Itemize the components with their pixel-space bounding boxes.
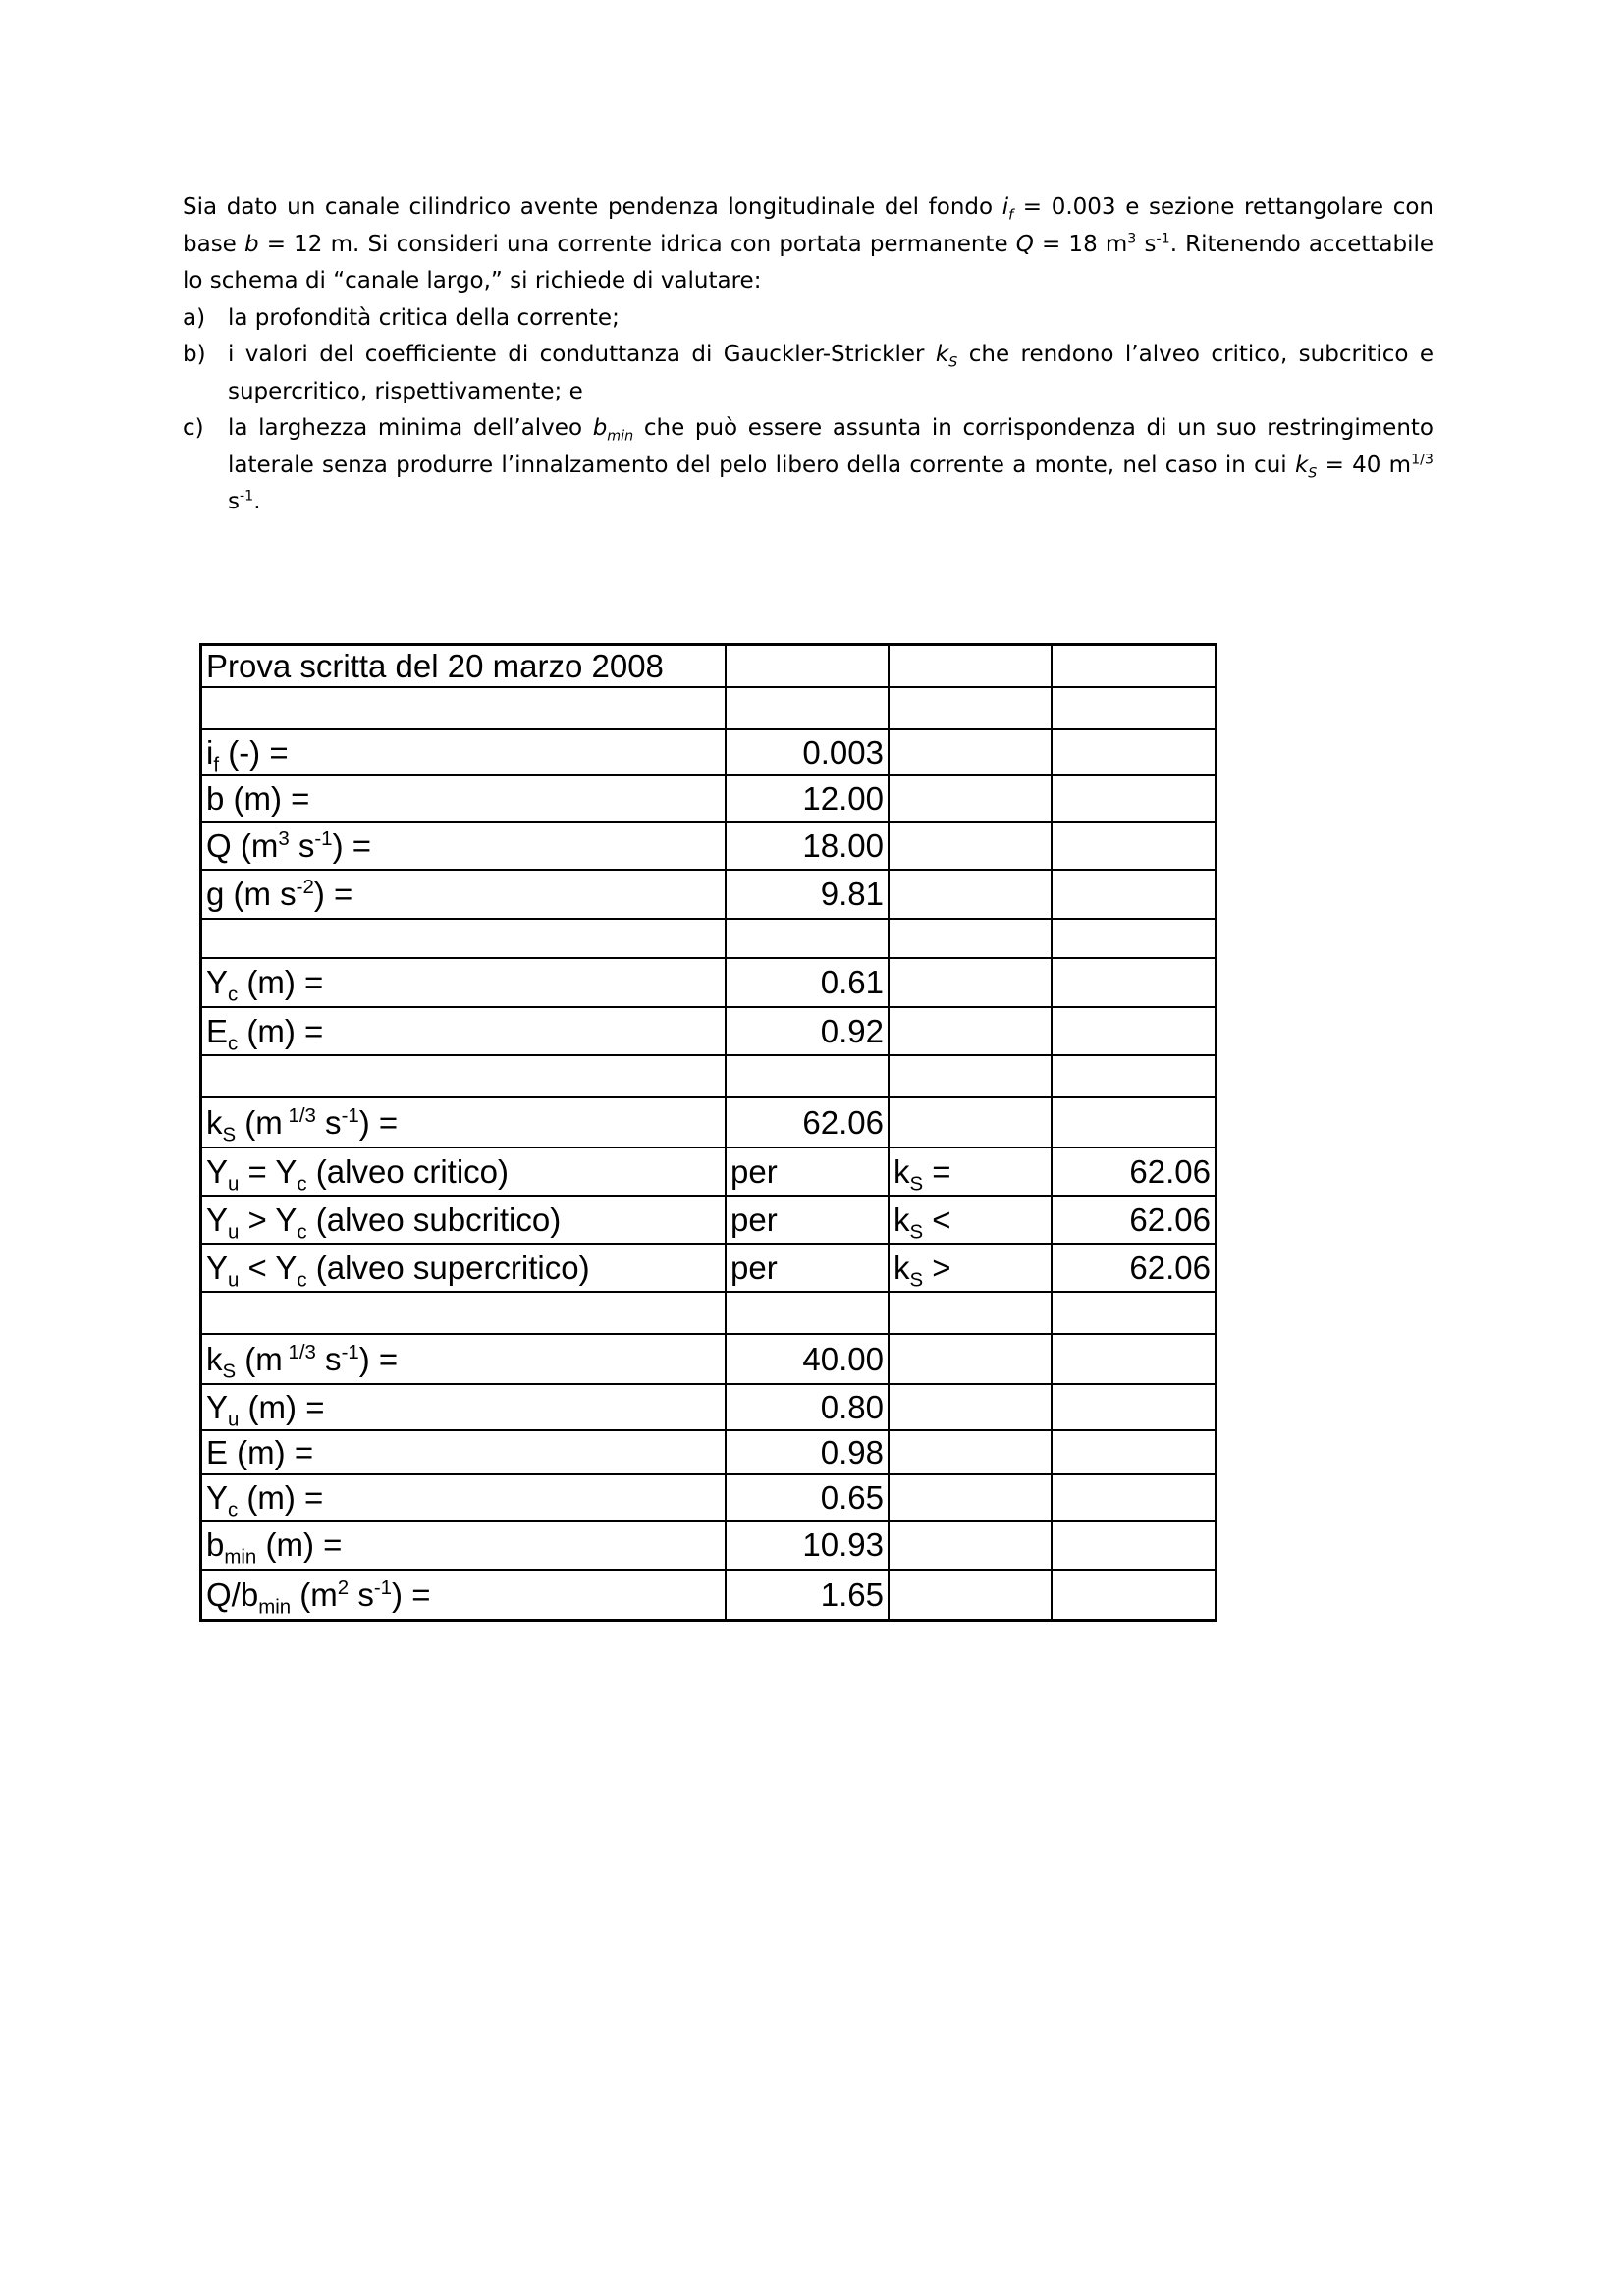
ks2-label: $k_S$ (m $^{1/3}$ $s^{-1}$) = bbox=[201, 1334, 727, 1384]
table-row bbox=[201, 1521, 1217, 1570]
table-row bbox=[201, 822, 1217, 870]
Yc2-value: 0.65 bbox=[726, 1474, 889, 1521]
case-ks: $k_S$ = bbox=[889, 1148, 1052, 1196]
bmin-value: 10.93 bbox=[726, 1521, 889, 1570]
results-table bbox=[199, 643, 1217, 1622]
table-row bbox=[201, 1292, 1217, 1334]
table-row bbox=[201, 1334, 1217, 1384]
table-row bbox=[201, 1570, 1217, 1621]
table-row bbox=[201, 645, 1217, 687]
table-row bbox=[201, 775, 1217, 822]
problem-statement bbox=[183, 189, 1434, 521]
Q-label: Q ($m^3$ $s^{-1}$) = bbox=[201, 822, 727, 870]
if-value: 0.003 bbox=[726, 729, 889, 775]
case-per: per bbox=[726, 1244, 889, 1292]
case-ks-value: 62.06 bbox=[1052, 1148, 1217, 1196]
table-row bbox=[201, 1196, 1217, 1244]
q-bmin-label: $Q/b_{min}$ ($m^2$ $s^{-1}$) = bbox=[201, 1570, 727, 1621]
table-row bbox=[201, 687, 1217, 729]
question-b: b) i valori del coefficiente di conduttanza di Gauckler-Strickler $k_S$ che rendono l’alveo critico, subcritico e supercritico, rispettivamente; e bbox=[183, 342, 1434, 404]
table-row bbox=[201, 1244, 1217, 1292]
bmin-label: $b_{min}$ (m) = bbox=[201, 1521, 727, 1570]
ks-value: 62.06 bbox=[726, 1097, 889, 1148]
table-row bbox=[201, 1097, 1217, 1148]
case-ks-value: 62.06 bbox=[1052, 1196, 1217, 1244]
table-row bbox=[201, 1430, 1217, 1474]
case-critical-label: $Y_u = Y_c$ (alveo critico) bbox=[201, 1148, 727, 1196]
table-row bbox=[201, 958, 1217, 1007]
problem-intro: Sia dato un canale cilindrico avente pendenza longitudinale del fondo $i_f = 0.003$ e sezione rettangolare con base b = 12 m. Si consideri una corrente idrica con portata permanente Q = 18 $m^3$ $s^{-1}$. Ritenendo accettabile lo schema di “canale largo,” si richiede di valutare: bbox=[183, 194, 1434, 294]
g-value: 9.81 bbox=[726, 870, 889, 919]
E-label: E (m) = bbox=[201, 1430, 727, 1474]
case-ks: $k_S$ > bbox=[889, 1244, 1052, 1292]
sheet-title: Prova scritta del 20 marzo 2008 bbox=[201, 645, 727, 687]
case-supercritical-label: $Y_u < Y_c$ (alveo supercritico) bbox=[201, 1244, 727, 1292]
q-bmin-value: 1.65 bbox=[726, 1570, 889, 1621]
question-c: c) la larghezza minima dell’alveo $b_{min}$ che può essere assunta in corrispondenza di un suo restringimento laterale senza produrre l’innalzamento del pelo libero della corrente a monte, nel caso in cui $k_S = 40$ $m^{1/3}$ $s^{-1}$. bbox=[183, 415, 1434, 514]
table-row bbox=[201, 919, 1217, 958]
table-row bbox=[201, 870, 1217, 919]
ks2-value: 40.00 bbox=[726, 1334, 889, 1384]
case-per: per bbox=[726, 1196, 889, 1244]
Yc-value: 0.61 bbox=[726, 958, 889, 1007]
Ec-value: 0.92 bbox=[726, 1007, 889, 1055]
if-label: $i_f$ (-) = bbox=[201, 729, 727, 775]
ks-label: $k_S$ (m $^{1/3}$ $s^{-1}$) = bbox=[201, 1097, 727, 1148]
case-per: per bbox=[726, 1148, 889, 1196]
b-label: b (m) = bbox=[201, 775, 727, 822]
table-row bbox=[201, 1384, 1217, 1430]
Yc2-label: $Y_c$ (m) = bbox=[201, 1474, 727, 1521]
b-value: 12.00 bbox=[726, 775, 889, 822]
Yc-label: $Y_c$ (m) = bbox=[201, 958, 727, 1007]
g-label: g (m $s^{-2}$) = bbox=[201, 870, 727, 919]
Ec-label: $E_c$ (m) = bbox=[201, 1007, 727, 1055]
question-a: a) la profondità critica della corrente; bbox=[183, 304, 620, 331]
E-value: 0.98 bbox=[726, 1430, 889, 1474]
table-row bbox=[201, 729, 1217, 775]
table-row bbox=[201, 1055, 1217, 1097]
case-subcritical-label: $Y_u > Y_c$ (alveo subcritico) bbox=[201, 1196, 727, 1244]
table-row bbox=[201, 1148, 1217, 1196]
case-ks-value: 62.06 bbox=[1052, 1244, 1217, 1292]
Yu-label: $Y_u$ (m) = bbox=[201, 1384, 727, 1430]
table-row bbox=[201, 1474, 1217, 1521]
case-ks: $k_S$ < bbox=[889, 1196, 1052, 1244]
Yu-value: 0.80 bbox=[726, 1384, 889, 1430]
table-row bbox=[201, 1007, 1217, 1055]
Q-value: 18.00 bbox=[726, 822, 889, 870]
